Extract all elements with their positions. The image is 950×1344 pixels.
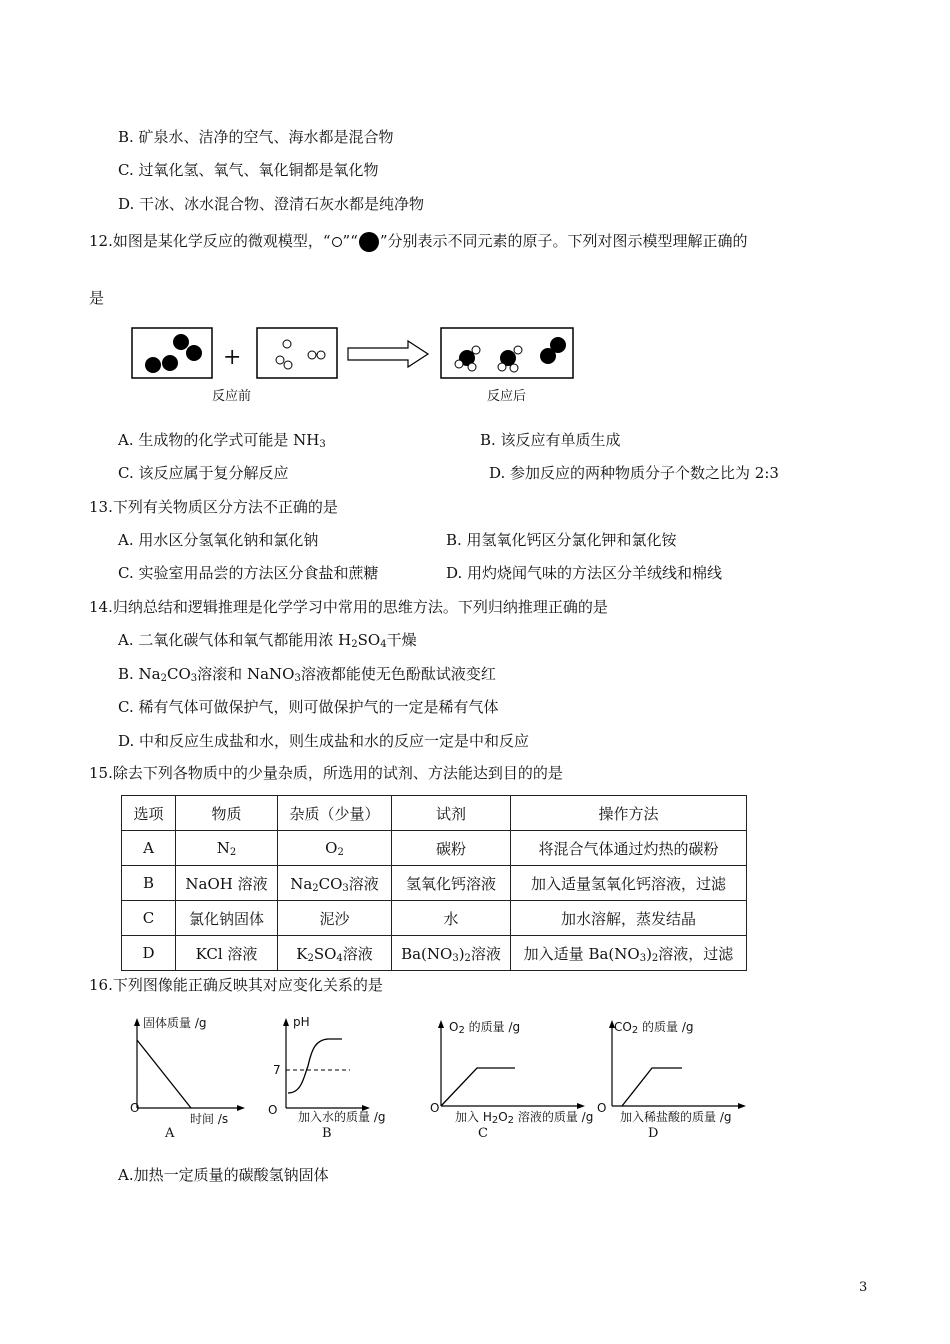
q11-option-c: C. 过氧化氢、氧气、氧化铜都是氧化物 [118,161,379,179]
q13-stem: 13.下列有关物质区分方法不正确的是 [89,498,338,516]
black-atom-icon [358,231,380,253]
white-atom [317,351,325,359]
white-atom [283,340,291,348]
graph-d-xlabel: 加入稀盐酸的质量 /g [620,1110,732,1124]
q14-option-d: D. 中和反应生成盐和水，则生成盐和水的反应一定是中和反应 [118,732,530,750]
graph-b-tick-7: 7 [273,1063,281,1077]
plus-sign: + [223,345,242,370]
q12-option-c: C. 该反应属于复分解反应 [118,464,289,482]
graph-a-line [137,1040,191,1108]
table-row: A $N_2$ $O_2$ 碳粉 将混合气体通过灼热的碳粉 [122,831,747,866]
q11-option-b: B. 矿泉水、洁净的空气、海水都是混合物 [118,128,394,146]
reaction-arrow-icon [348,341,428,367]
graph-a-ylabel: 固体质量 /g [143,1016,207,1030]
table-row: D KCl 溶液 $K_2SO_4$溶液 $Ba(NO_3)_2$溶液 加入适量 $Ba(NO_3)_2$溶液，过滤 [122,936,747,971]
q14-stem: 14.归纳总结和逻辑推理是化学学习中常用的思维方法。下列归纳推理正确的是 [89,598,608,616]
table-row: C 氯化钠固体 泥沙 水 加水溶解，蒸发结晶 [122,901,747,936]
q12-stem: 12.如图是某化学反应的微观模型，“ ”“ ”分别表示不同元素的原子。下列对图示模型理解正确的 [89,231,748,253]
graph-d-ylabel: $CO_2$ 的质量 /g [614,1020,694,1036]
graph-b-origin: O [268,1103,278,1117]
black-atom [550,337,566,353]
graph-a [125,1018,245,1118]
q14-option-a: A. 二氧化碳气体和氧气都能用浓 $H_2SO_4$干燥 [118,631,417,650]
q13-option-d: D. 用灼烧闻气味的方法区分羊绒线和棉线 [446,564,723,582]
q13-option-b: B. 用氢氧化钙区分氯化钾和氯化铵 [446,531,677,549]
black-atom [173,334,189,350]
q12-stem-cont: 是 [89,289,105,307]
graph-a-xlabel: 时间 /s [190,1112,229,1126]
q12-option-b: B. 该反应有单质生成 [480,431,621,449]
graph-a-tag: A [165,1126,175,1141]
q15-table [121,795,747,971]
white-atom [308,351,316,359]
table-row: B NaOH 溶液 $Na_2CO_3$溶液 氢氧化钙溶液 加入适量氢氧化钙溶液，过滤 [122,866,747,901]
graph-c-line [441,1068,515,1106]
q14-option-c: C. 稀有气体可做保护气，则可做保护气的一定是稀有气体 [118,698,499,716]
graph-d-line [622,1068,682,1106]
q12-option-a: A. 生成物的化学式可能是 $NH_3$ [118,431,326,450]
reaction-model-diagram [130,326,580,384]
q12-option-d: D. 参加反应的两种物质分子个数之比为 2:3 [489,464,779,482]
q14-option-b: B. $Na_2CO_3$溶滚和 NaNO$_3$溶液都能使无色酚酞试液变红 [118,665,496,684]
graph-b-curve [288,1039,342,1093]
white-atom [284,361,292,369]
graph-a-origin: O [130,1101,140,1115]
black-atom [145,357,161,373]
graph-b-tag: B [322,1126,332,1141]
graph-d-origin: O [597,1101,607,1115]
label-after-reaction: 反应后 [487,389,527,404]
graph-d-tag: D [648,1126,659,1141]
page-number: 3 [859,1280,868,1295]
graph-b-xlabel: 加入水的质量 /g [298,1110,386,1124]
white-atom-icon [331,236,343,248]
q15-stem: 15.除去下列各物质中的少量杂质，所选用的试剂、方法能达到目的的是 [89,764,563,782]
graph-c-origin: O [430,1101,440,1115]
graph-c-tag: C [478,1126,488,1141]
q13-option-a: A. 用水区分氢氧化钠和氯化钠 [118,531,319,549]
q11-option-d: D. 干冰、冰水混合物、澄清石灰水都是纯净物 [118,195,425,213]
q13-option-c: C. 实验室用品尝的方法区分食盐和蔗糖 [118,564,379,582]
black-atom [186,345,202,361]
graph-c-ylabel: $O_2$ 的质量 /g [449,1020,521,1036]
graph-b-ylabel: pH [293,1015,310,1029]
q16-option-a: A.加热一定质量的碳酸氢钠固体 [118,1166,329,1184]
white-atom [276,356,284,364]
black-atom [162,355,178,371]
graph-c-xlabel: 加入 $H_2O_2$ 溶液的质量 /g [455,1110,594,1126]
table-header-row: 选项 物质 杂质（少量） 试剂 操作方法 [122,796,747,831]
q16-stem: 16.下列图像能正确反映其对应变化关系的是 [89,976,383,994]
graph-b [280,1018,370,1118]
label-before-reaction: 反应前 [212,389,252,404]
